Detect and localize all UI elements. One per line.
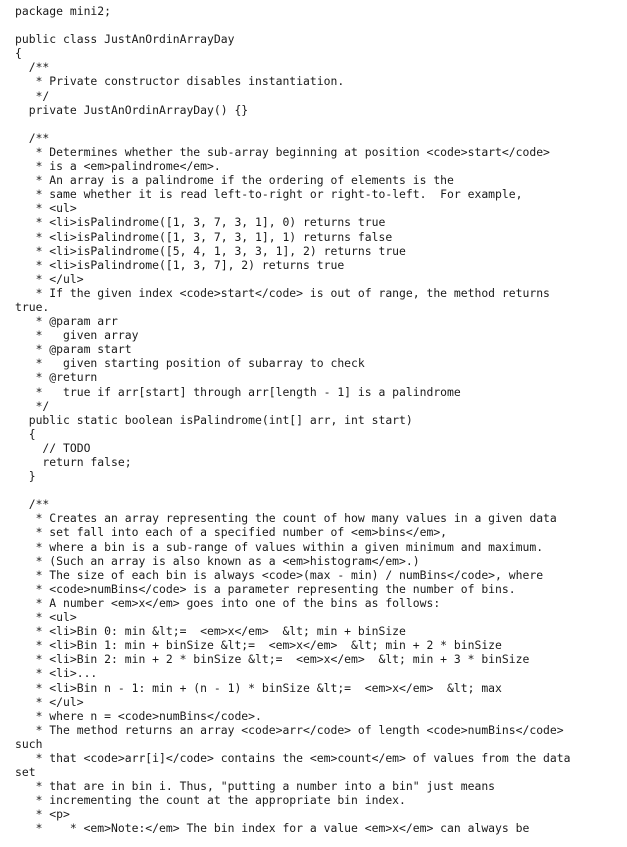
code-line: * <li>isPalindrome([1, 3, 7], 2) returns true: [15, 257, 345, 272]
code-line: * set fall into each of a specified number of <em>bins</em>,: [15, 525, 448, 540]
code-line: return false;: [15, 455, 132, 469]
code-line: private JustAnOrdinArrayDay() {}: [15, 102, 249, 117]
code-line: * where a bin is a sub-range of values within a given minimum and maximum.: [15, 539, 544, 554]
code-line: * Creates an array representing the count of how many values in a given data: [15, 511, 557, 526]
code-line: * A number <em>x</em> goes into one of the bins as follows:: [15, 595, 441, 610]
code-line: public class JustAnOrdinArrayDay: [15, 32, 235, 47]
code-line: /**: [15, 60, 50, 75]
code-line: * * <em>Note:</em> The bin index for a value <em>x</em> can always be: [15, 821, 530, 836]
code-line: * </ul>: [15, 694, 84, 709]
code-line: * that <code>arr[i]</code> contains the <em>count</em> of values from the data: [15, 750, 571, 765]
code-line: [15, 483, 570, 497]
code-line: // TODO: [15, 440, 91, 455]
code-line: * Private constructor disables instantiation.: [15, 74, 345, 89]
code-line: * <ul>: [15, 201, 77, 216]
code-line: {: [15, 426, 36, 441]
code-line: * is a <em>palindrome</em>.: [15, 159, 221, 174]
code-line: * <li>Bin 0: min &lt;= <em>x</em> &lt; min + binSize: [15, 624, 406, 639]
code-line: * Determines whether the sub-array beginning at position <code>start</code>: [15, 144, 550, 159]
code-line: * </ul>: [15, 271, 84, 286]
code-line: true.: [15, 299, 50, 314]
code-line: */: [15, 398, 50, 413]
code-line: * <li>Bin 1: min + binSize &lt;= <em>x</em> &lt; min + 2 * binSize: [15, 638, 502, 653]
code-line: /**: [15, 497, 50, 512]
code-line: * same whether it is read left-to-right or right-to-left. For example,: [15, 187, 523, 202]
code-line: * <li>isPalindrome([5, 4, 1, 3, 3, 1], 2) returns true: [15, 243, 406, 258]
code-line: package mini2;: [15, 4, 112, 18]
code-line: * true if arr[start] through arr[length - 1] is a palindrome: [15, 384, 461, 399]
code-line: * The method returns an array <code>arr</code> of length <code>numBins</code>: [15, 722, 564, 737]
code-line: [15, 18, 570, 32]
code-line: such: [15, 736, 43, 751]
code-line: {: [15, 46, 22, 61]
code-line: /**: [15, 130, 50, 145]
code-line: * incrementing the count at the appropriate bin index.: [15, 793, 406, 808]
code-line: * given array: [15, 328, 139, 343]
source-code-view: [15, 4, 570, 836]
code-line: * where n = <code>numBins</code>.: [15, 708, 262, 723]
code-line: * @return: [15, 370, 98, 385]
code-line: * <li>Bin n - 1: min + (n - 1) * binSize &lt;= <em>x</em> &lt; max: [15, 680, 502, 695]
code-line: * <li>...: [15, 666, 98, 681]
code-line: }: [15, 469, 36, 484]
code-line: */: [15, 88, 50, 103]
code-line: * <li>isPalindrome([1, 3, 7, 3, 1], 1) returns false: [15, 229, 393, 244]
code-line: * <p>: [15, 807, 70, 822]
code-line: set: [15, 765, 36, 780]
code-line: * An array is a palindrome if the ordering of elements is the: [15, 173, 454, 188]
code-line: * @param arr: [15, 314, 118, 329]
code-line: * <li>Bin 2: min + 2 * binSize &lt;= <em>x</em> &lt; min + 3 * binSize: [15, 652, 530, 667]
code-line: * (Such an array is also known as a <em>histogram</em>.): [15, 553, 420, 568]
code-line: * <code>numBins</code> is a parameter representing the number of bins.: [15, 581, 516, 596]
code-line: * that are in bin i. Thus, "putting a number into a bin" just means: [15, 779, 496, 794]
code-line: * given starting position of subarray to check: [15, 356, 365, 371]
code-line: * If the given index <code>start</code> is out of range, the method returns: [15, 285, 550, 300]
code-line: * @param start: [15, 342, 132, 357]
code-line: * <ul>: [15, 610, 77, 625]
code-line: public static boolean isPalindrome(int[] arr, int start): [15, 412, 413, 427]
code-line: [15, 117, 570, 131]
code-line: * <li>isPalindrome([1, 3, 7, 3, 1], 0) returns true: [15, 215, 386, 230]
code-line: * The size of each bin is always <code>(max - min) / numBins</code>, where: [15, 567, 544, 582]
